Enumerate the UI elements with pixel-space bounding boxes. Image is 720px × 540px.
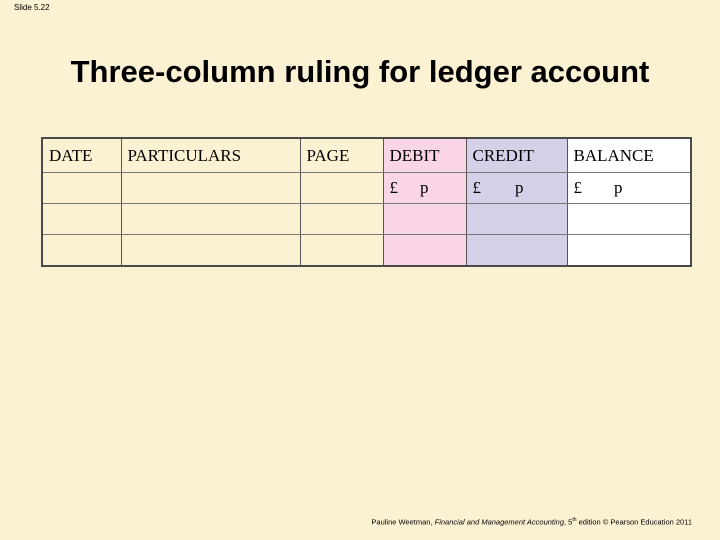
credit-pence-label: p	[515, 178, 524, 197]
debit-pence-label: p	[420, 178, 429, 197]
date-cell	[42, 204, 121, 235]
units-row	[42, 173, 691, 204]
footer-credit	[371, 517, 692, 527]
debit-units-cell	[383, 173, 466, 204]
page-cell	[300, 235, 383, 267]
slide-title: Three-column ruling for ledger account	[70, 54, 650, 89]
footer-edition-post: edition © Pearson Education 2011	[576, 517, 692, 527]
header-date: DATE	[42, 138, 121, 173]
header-page: PAGE	[300, 138, 383, 173]
debit-cell	[383, 204, 466, 235]
header-debit: DEBIT	[383, 138, 466, 173]
page-cell	[300, 204, 383, 235]
credit-pound-label: £	[472, 178, 481, 197]
credit-cell	[466, 204, 567, 235]
debit-cell	[383, 235, 466, 267]
balance-pound-label: £	[573, 178, 582, 197]
header-credit: CREDIT	[466, 138, 567, 173]
particulars-cell	[121, 173, 300, 204]
slide-number: Slide 5.22	[14, 3, 50, 12]
footer-edition-pre: , 5	[564, 517, 573, 527]
credit-units-cell	[466, 173, 567, 204]
balance-units-cell	[567, 173, 691, 204]
ledger-ruling-table	[41, 137, 692, 267]
balance-cell	[567, 204, 691, 235]
date-cell	[42, 173, 121, 204]
table-row	[42, 204, 691, 235]
page-cell	[300, 173, 383, 204]
table-row	[42, 235, 691, 267]
balance-cell	[567, 235, 691, 267]
footer-edition-sup: th	[572, 517, 577, 523]
footer-book-title: Financial and Management Accounting	[434, 517, 565, 527]
header-row	[42, 138, 691, 173]
header-particulars: PARTICULARS	[121, 138, 300, 173]
date-cell	[42, 235, 121, 267]
credit-cell	[466, 235, 567, 267]
header-balance: BALANCE	[567, 138, 691, 173]
debit-pound-label: £	[389, 178, 398, 197]
balance-pence-label: p	[614, 178, 623, 197]
particulars-cell	[121, 204, 300, 235]
particulars-cell	[121, 235, 300, 267]
footer-author: Pauline Weetman,	[371, 517, 435, 527]
